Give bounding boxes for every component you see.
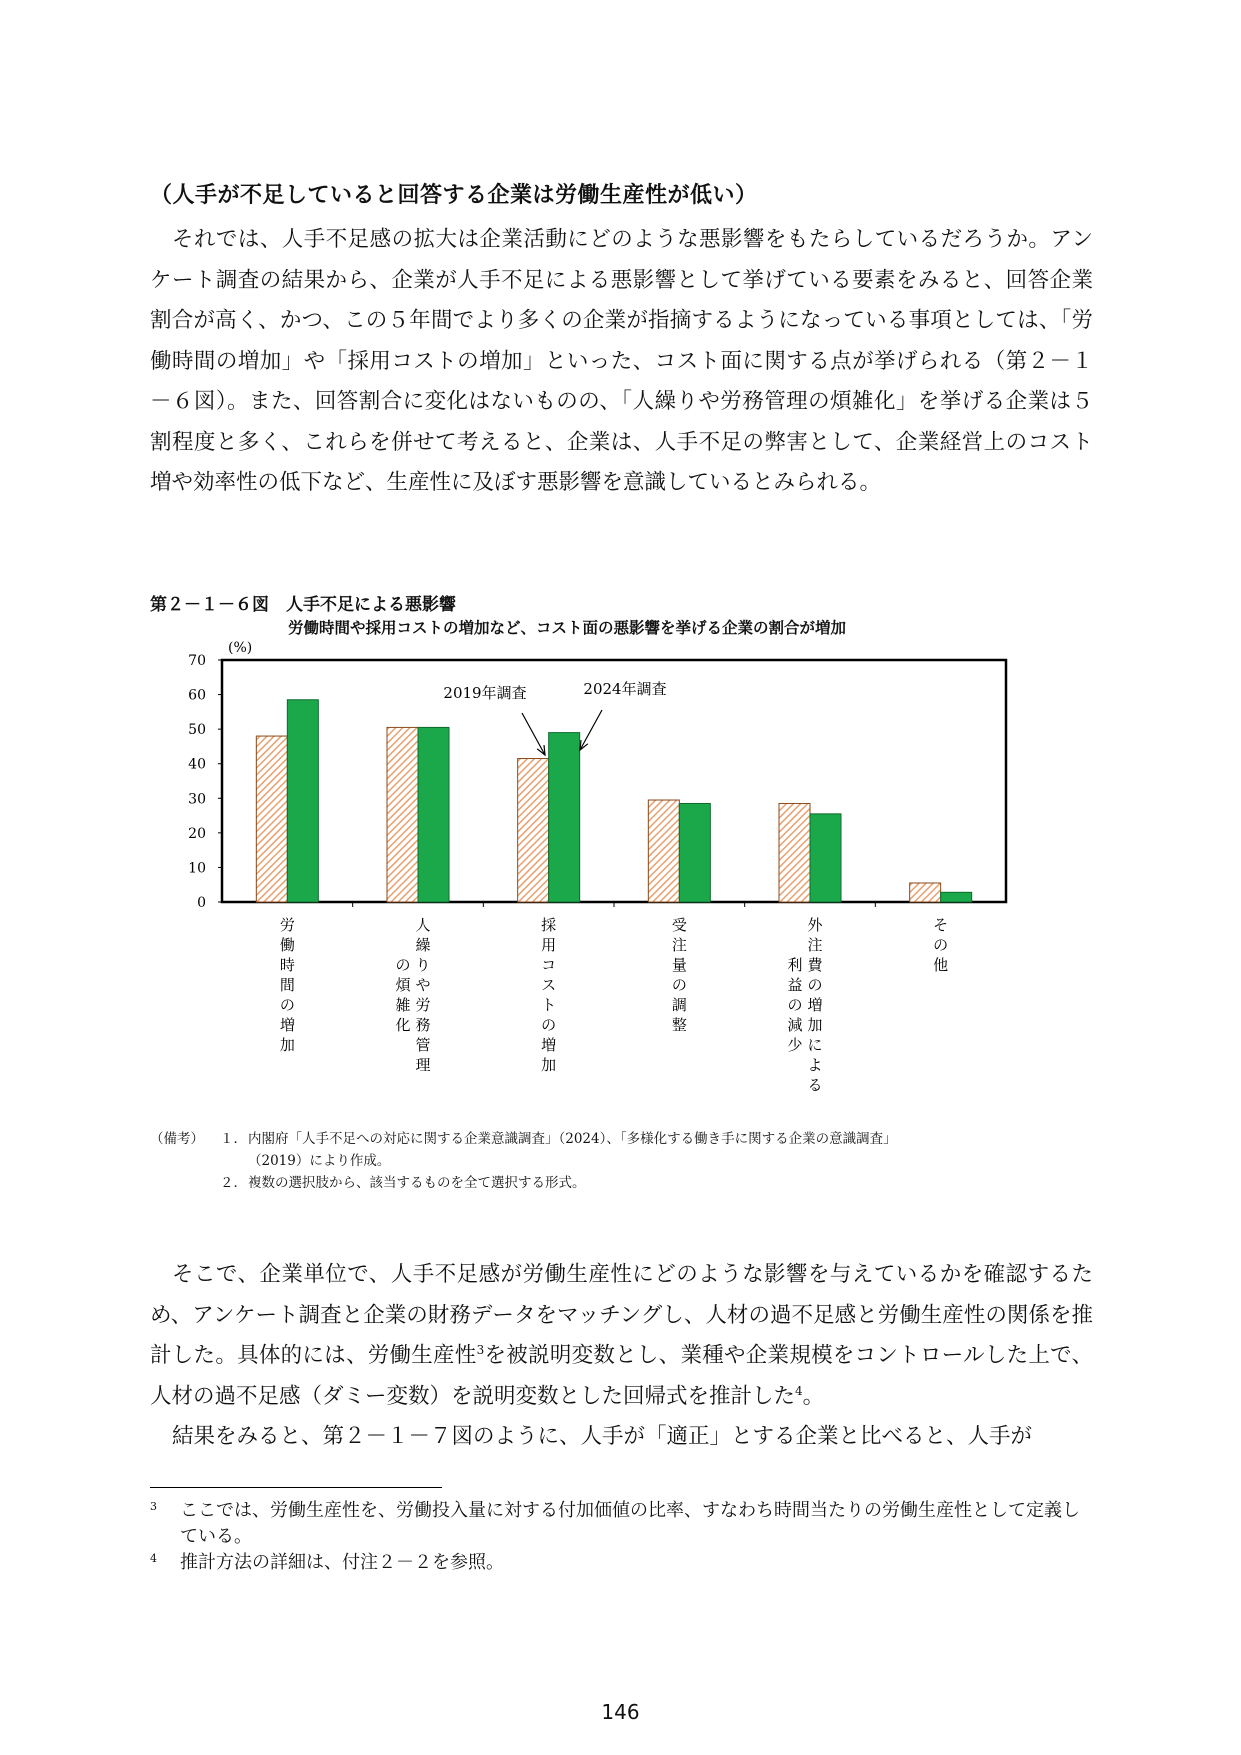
x-category-char: り bbox=[415, 956, 431, 974]
bar bbox=[387, 727, 418, 902]
page-number: 146 bbox=[601, 1700, 640, 1724]
note-2 bbox=[150, 1172, 897, 1194]
bar bbox=[418, 727, 449, 902]
annotation-arrowhead bbox=[580, 740, 588, 750]
x-category-char: 注 bbox=[807, 936, 823, 954]
paragraph-2-part-a: そこで、企業単位で、人手不足感が労働生産性にどのような影響を与えているかを確認するため、アンケート調査と企業の財務データをマッチングし、人材の過不足感と労働生産性の関係を推計した。具体的には、労働生産性 bbox=[150, 1262, 1093, 1368]
footnote-divider bbox=[150, 1487, 442, 1488]
legend-annotation-2: 2024年調査 bbox=[583, 680, 667, 698]
x-category-char: 働 bbox=[279, 936, 295, 954]
footnote-ref-4[interactable]: 4 bbox=[795, 1383, 803, 1398]
bar bbox=[941, 892, 972, 902]
footnote-ref-3[interactable]: 3 bbox=[476, 1342, 485, 1357]
footnotes bbox=[150, 1498, 1093, 1576]
bar bbox=[549, 733, 580, 902]
x-category-char: の bbox=[807, 976, 823, 994]
footnote-3-mark: 3 bbox=[150, 1500, 157, 1513]
x-category-char: 理 bbox=[415, 1056, 431, 1074]
figure-title: 第２－１－６図 人手不足による悪影響 bbox=[150, 595, 456, 615]
bar bbox=[287, 700, 318, 902]
x-category-char: の bbox=[787, 996, 803, 1014]
paragraph-1 bbox=[150, 220, 1093, 504]
bar-chart bbox=[150, 640, 1050, 1120]
x-category-char: 管 bbox=[415, 1036, 431, 1054]
x-category-char: 化 bbox=[395, 1016, 411, 1034]
note-2-text: 複数の選択肢から、該当するものを全て選択する形式。 bbox=[248, 1175, 586, 1191]
y-tick-label: 10 bbox=[188, 860, 206, 877]
x-category-char: 時 bbox=[279, 956, 295, 974]
x-category-char: 受 bbox=[671, 916, 687, 934]
x-category-char: 注 bbox=[671, 936, 687, 954]
paragraph-2-part-b: を被説明変数とし、業種や企業規模をコントロールした上で、人材の過不足感（ダミー変数）を説明変数とした回帰式を推計した bbox=[150, 1343, 1093, 1409]
note-2-num: ２． bbox=[220, 1175, 247, 1191]
bar bbox=[648, 800, 679, 902]
bar bbox=[779, 803, 810, 902]
y-tick-label: 0 bbox=[197, 895, 206, 911]
bar bbox=[518, 759, 549, 902]
x-category-char: の bbox=[671, 976, 687, 994]
paragraph-2-part-c: 。 bbox=[802, 1383, 825, 1409]
footnote-4 bbox=[150, 1550, 1093, 1576]
x-category-char: 用 bbox=[541, 936, 557, 954]
bar bbox=[810, 814, 841, 902]
x-category-char: よ bbox=[807, 1056, 823, 1074]
x-category-char: の bbox=[279, 996, 295, 1014]
x-category-char: 加 bbox=[807, 1016, 823, 1034]
footnote-3-text: ここでは、労働生産性を、労働投入量に対する付加価値の比率、すなわち時間当たりの労働生産性として定義している。 bbox=[180, 1500, 1080, 1547]
y-axis-label: (%) bbox=[228, 640, 253, 656]
y-tick-label: 40 bbox=[188, 756, 206, 773]
annotation-arrowhead bbox=[537, 745, 545, 755]
y-tick-label: 30 bbox=[188, 791, 206, 808]
x-category-char: の bbox=[541, 1016, 557, 1034]
x-category-char: ト bbox=[541, 996, 557, 1014]
x-category-char: る bbox=[807, 1076, 823, 1094]
x-category-char: 増 bbox=[807, 996, 823, 1014]
x-category-char: 務 bbox=[415, 1016, 431, 1034]
x-category-char: 煩 bbox=[395, 976, 411, 994]
x-category-char: 利 bbox=[787, 956, 803, 974]
paragraph-2-text bbox=[150, 1255, 1093, 1417]
x-category-char: 整 bbox=[671, 1016, 687, 1034]
figure-notes bbox=[150, 1128, 897, 1194]
footnote-4-mark: 4 bbox=[150, 1552, 157, 1565]
bar bbox=[256, 736, 287, 902]
x-category-char: 少 bbox=[787, 1036, 803, 1054]
x-category-char: 人 bbox=[415, 916, 431, 934]
section-heading: （人手が不足していると回答する企業は労働生産性が低い） bbox=[150, 183, 758, 208]
x-category-char: そ bbox=[933, 916, 949, 934]
x-category-char: や bbox=[415, 976, 431, 994]
paragraph-3-text: 結果をみると、第２－１－７図のように、人手が「適正」とする企業と比べると、人手が bbox=[172, 1424, 1033, 1449]
x-category-char: 量 bbox=[671, 956, 687, 974]
annotation-arrow bbox=[522, 713, 545, 755]
figure-subtitle: 労働時間や採用コストの増加など、コスト面の悪影響を挙げる企業の割合が増加 bbox=[288, 619, 847, 637]
x-category-char: 間 bbox=[279, 976, 295, 994]
bar bbox=[679, 803, 710, 902]
footnote-3 bbox=[150, 1498, 1093, 1550]
x-category-char: 増 bbox=[279, 1016, 295, 1034]
paragraph-2 bbox=[150, 1255, 1093, 1458]
y-tick-label: 50 bbox=[188, 722, 206, 739]
x-category-char: 雑 bbox=[395, 996, 411, 1014]
x-category-char: 外 bbox=[807, 916, 823, 934]
note-1-num: １． bbox=[220, 1131, 247, 1147]
x-category-char: 他 bbox=[933, 956, 949, 974]
annotation-arrow bbox=[580, 710, 602, 750]
x-category-char: 費 bbox=[807, 956, 823, 974]
x-category-char: 調 bbox=[671, 996, 687, 1014]
notes-label: （備考） bbox=[150, 1131, 204, 1147]
note-1-text: 内閣府「人手不足への対応に関する企業意識調査」（2024）、「多様化する働き手に関する企業の意識調査」 bbox=[248, 1131, 897, 1147]
x-category-char: 採 bbox=[541, 916, 557, 934]
bar bbox=[910, 883, 941, 902]
paragraph-1-text: それでは、人手不足感の拡大は企業活動にどのような悪影響をもたらしているだろうか。アンケート調査の結果から、企業が人手不足による悪影響として挙げている要素をみると、回答企業割合が高く、かつ、この５年間でより多くの企業が指摘するようになっている事項としては、「労働時間の増加」や「採用コストの増加」といった、コスト面に関する点が挙げられる（第２－１－６図）。また、回答割合に変化はないものの、「人繰りや労務管理の煩雑化」を挙げる企業は５割程度と多く、これらを併せて考えると、企業は、人手不足の弊害として、企業経営上のコスト増や効率性の低下など、生産性に及ぼす悪影響を意識しているとみられる。 bbox=[150, 227, 1093, 495]
x-category-char: の bbox=[933, 936, 949, 954]
footnote-4-text: 推計方法の詳細は、付注２－２を参照。 bbox=[180, 1552, 504, 1573]
legend-annotation-1: 2019年調査 bbox=[443, 684, 527, 702]
x-category-char: の bbox=[395, 956, 411, 974]
x-category-char: 繰 bbox=[415, 936, 431, 954]
x-category-char: 益 bbox=[787, 976, 803, 994]
note-1 bbox=[150, 1128, 897, 1150]
x-category-char: 労 bbox=[279, 916, 295, 934]
x-category-char: コ bbox=[541, 956, 557, 974]
note-1-cont: （2019）により作成。 bbox=[248, 1153, 391, 1169]
x-category-char: に bbox=[807, 1036, 823, 1054]
x-category-char: 加 bbox=[279, 1036, 295, 1054]
y-tick-label: 60 bbox=[188, 687, 206, 704]
x-category-char: ス bbox=[541, 976, 557, 994]
x-category-char: 増 bbox=[541, 1036, 557, 1054]
x-category-char: 加 bbox=[541, 1056, 557, 1074]
x-category-char: 労 bbox=[415, 996, 431, 1014]
y-tick-label: 20 bbox=[188, 825, 206, 842]
x-category-char: 減 bbox=[787, 1016, 803, 1034]
y-tick-label: 70 bbox=[188, 653, 206, 669]
